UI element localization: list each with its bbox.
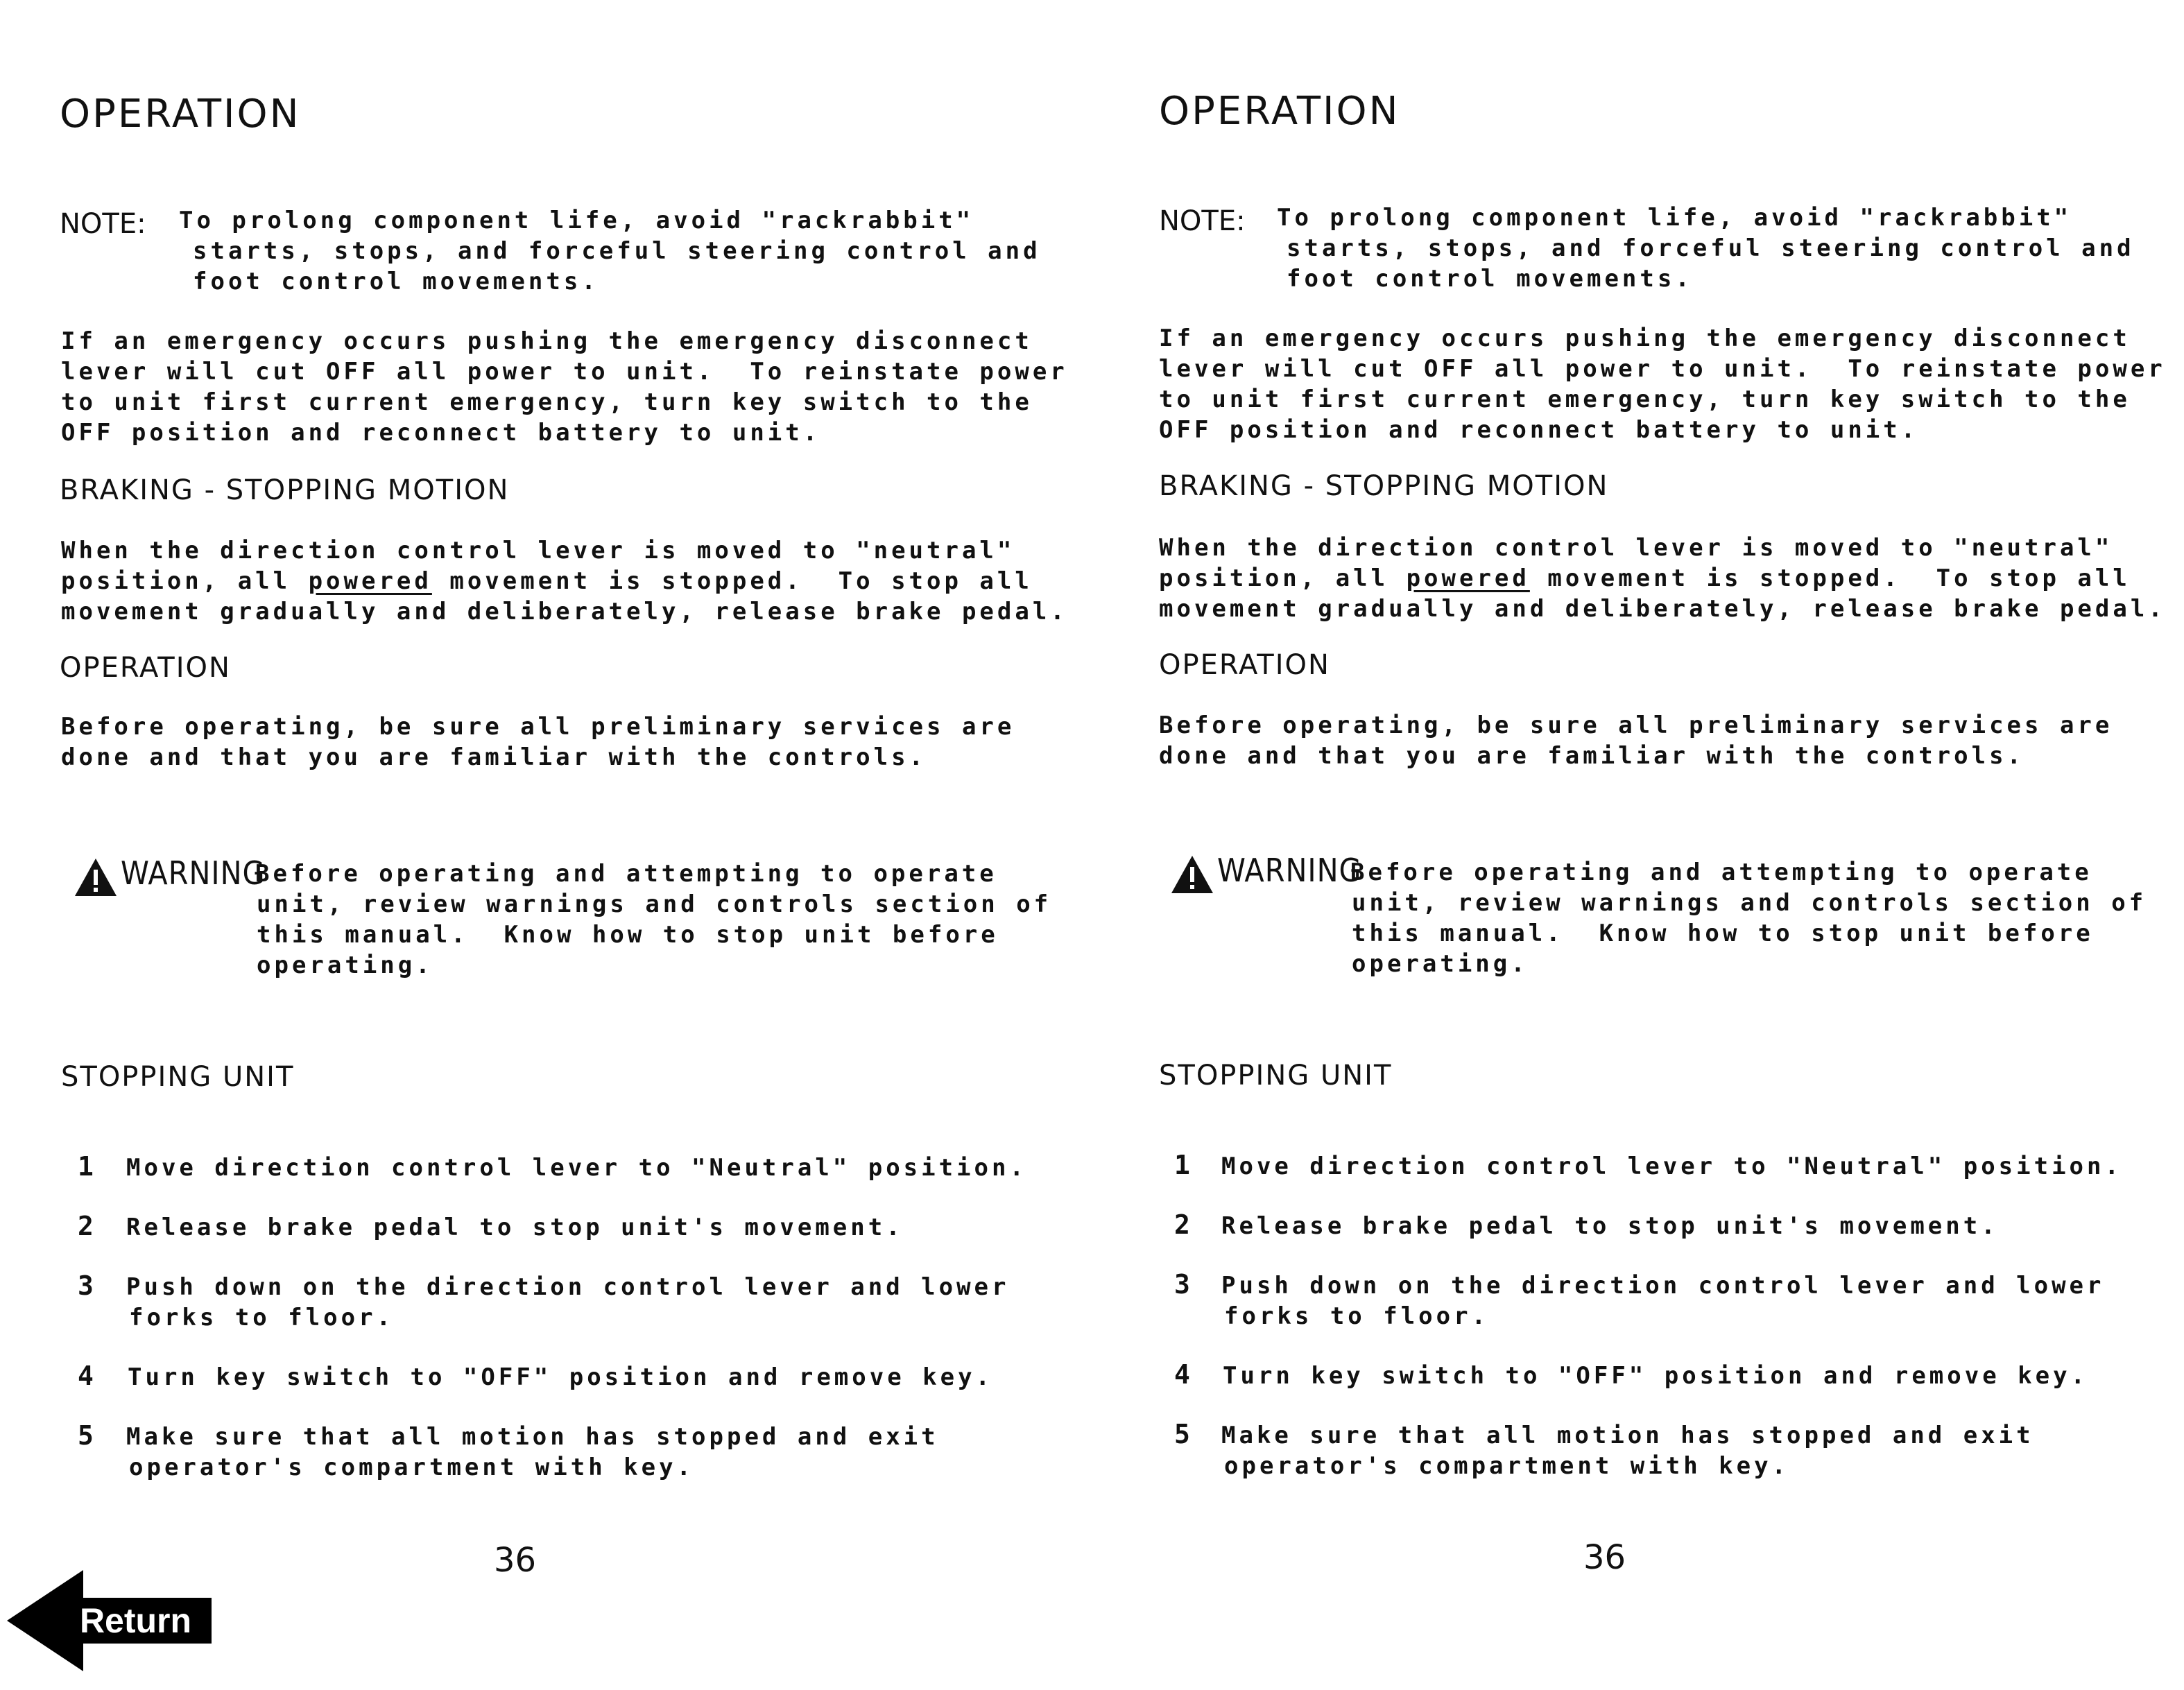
- underlined-word: powered: [1406, 564, 1530, 592]
- warning-line: unit, review warnings and controls section of: [1352, 889, 2147, 917]
- step-text: Release brake pedal to stop unit's movement.: [126, 1214, 904, 1241]
- operation-line: done and that you are familiar with the controls.: [61, 743, 927, 771]
- braking-line: movement gradually and deliberately, release brake pedal.: [1159, 595, 2166, 623]
- section-heading-braking: BRAKING - STOPPING MOTION: [60, 474, 510, 506]
- warning-triangle-icon: [1170, 854, 1214, 895]
- step-number: 3: [78, 1270, 94, 1301]
- underlined-word: powered: [308, 567, 432, 595]
- note-line: To prolong component life, avoid "rackrabbit": [179, 207, 974, 234]
- manual-page-right: [1092, 0, 2184, 1690]
- emergency-line: If an emergency occurs pushing the emergency disconnect: [61, 327, 1033, 355]
- operation-line: Before operating, be sure all preliminary services are: [61, 713, 1015, 741]
- note-line: foot control movements.: [1287, 265, 1693, 293]
- operation-line: Before operating, be sure all preliminary services are: [1159, 712, 2113, 739]
- warning-line: Before operating and attempting to operate: [1350, 859, 2092, 886]
- step-text: Move direction control lever to "Neutral" position.: [126, 1154, 1027, 1182]
- warning-label: WARNING: [121, 854, 266, 892]
- braking-line: When the direction control lever is moved to "neutral": [61, 537, 1015, 564]
- note-line: To prolong component life, avoid "rackrabbit": [1277, 204, 2072, 232]
- step-text: Push down on the direction control lever and lower: [1221, 1272, 2105, 1300]
- section-heading-operation: OPERATION: [60, 652, 231, 684]
- note-label: NOTE:: [1159, 205, 1246, 237]
- step-text: Push down on the direction control lever and lower: [126, 1273, 1010, 1301]
- emergency-line: to unit first current emergency, turn key switch to the: [1159, 386, 2131, 413]
- step-text: Release brake pedal to stop unit's movement.: [1221, 1212, 1999, 1240]
- return-label: Return: [79, 1601, 192, 1640]
- step-number: 2: [1174, 1209, 1190, 1240]
- step-text: Make sure that all motion has stopped and exit: [1221, 1422, 2034, 1449]
- step-text: operator's compartment with key.: [129, 1454, 695, 1481]
- section-heading-stopping-unit: STOPPING UNIT: [1159, 1060, 1393, 1092]
- step-number: 4: [1174, 1359, 1190, 1390]
- step-number: 4: [78, 1361, 94, 1391]
- step-number: 5: [1174, 1419, 1190, 1449]
- step-number: 2: [78, 1211, 94, 1241]
- section-heading-operation: OPERATION: [1159, 649, 1330, 681]
- step-text: forks to floor.: [1224, 1302, 1490, 1330]
- step-text: forks to floor.: [129, 1304, 395, 1331]
- emergency-line: OFF position and reconnect battery to unit.: [61, 419, 821, 447]
- step-number: 3: [1174, 1269, 1190, 1300]
- step-number: 1: [1174, 1150, 1190, 1180]
- warning-line: unit, review warnings and controls section of: [257, 890, 1052, 918]
- page-title: OPERATION: [1159, 89, 1400, 134]
- warning-line: Before operating and attempting to operate: [255, 860, 997, 888]
- step-number: 1: [78, 1151, 94, 1182]
- section-heading-stopping-unit: STOPPING UNIT: [61, 1061, 295, 1093]
- braking-line: position, all powered movement is stopped. To stop all: [1159, 564, 2131, 592]
- note-line: foot control movements.: [193, 268, 599, 295]
- braking-line: When the direction control lever is moved to "neutral": [1159, 534, 2113, 562]
- page-number: 36: [1583, 1538, 1626, 1577]
- emergency-line: to unit first current emergency, turn key switch to the: [61, 388, 1033, 416]
- step-text: operator's compartment with key.: [1224, 1452, 1790, 1480]
- step-text: Turn key switch to "OFF" position and remove key.: [1223, 1362, 2089, 1390]
- return-button[interactable]: [7, 1569, 212, 1673]
- section-heading-braking: BRAKING - STOPPING MOTION: [1159, 470, 1609, 502]
- page-title: OPERATION: [60, 92, 301, 137]
- warning-line: operating.: [257, 951, 433, 979]
- step-text: Turn key switch to "OFF" position and remove key.: [128, 1363, 994, 1391]
- warning-label: WARNING: [1217, 852, 1362, 889]
- page-number: 36: [494, 1541, 537, 1580]
- step-number: 5: [78, 1420, 94, 1451]
- emergency-line: OFF position and reconnect battery to unit.: [1159, 416, 1919, 444]
- step-text: Move direction control lever to "Neutral" position.: [1221, 1153, 2122, 1180]
- braking-line: movement gradually and deliberately, release brake pedal.: [61, 598, 1068, 626]
- warning-line: this manual. Know how to stop unit before: [257, 921, 999, 949]
- note-label: NOTE:: [60, 208, 146, 240]
- operation-line: done and that you are familiar with the controls.: [1159, 742, 2025, 770]
- note-line: starts, stops, and forceful steering control and: [1287, 234, 2135, 262]
- emergency-line: lever will cut OFF all power to unit. To reinstate power: [61, 358, 1068, 386]
- note-line: starts, stops, and forceful steering control and: [193, 237, 1041, 265]
- warning-line: operating.: [1352, 950, 1529, 978]
- warning-triangle-icon: [74, 857, 118, 897]
- warning-line: this manual. Know how to stop unit before: [1352, 920, 2094, 947]
- step-text: Make sure that all motion has stopped and exit: [126, 1423, 939, 1451]
- braking-line: position, all powered movement is stopped. To stop all: [61, 567, 1033, 595]
- emergency-line: lever will cut OFF all power to unit. To reinstate power: [1159, 355, 2166, 383]
- emergency-line: If an emergency occurs pushing the emergency disconnect: [1159, 325, 2131, 352]
